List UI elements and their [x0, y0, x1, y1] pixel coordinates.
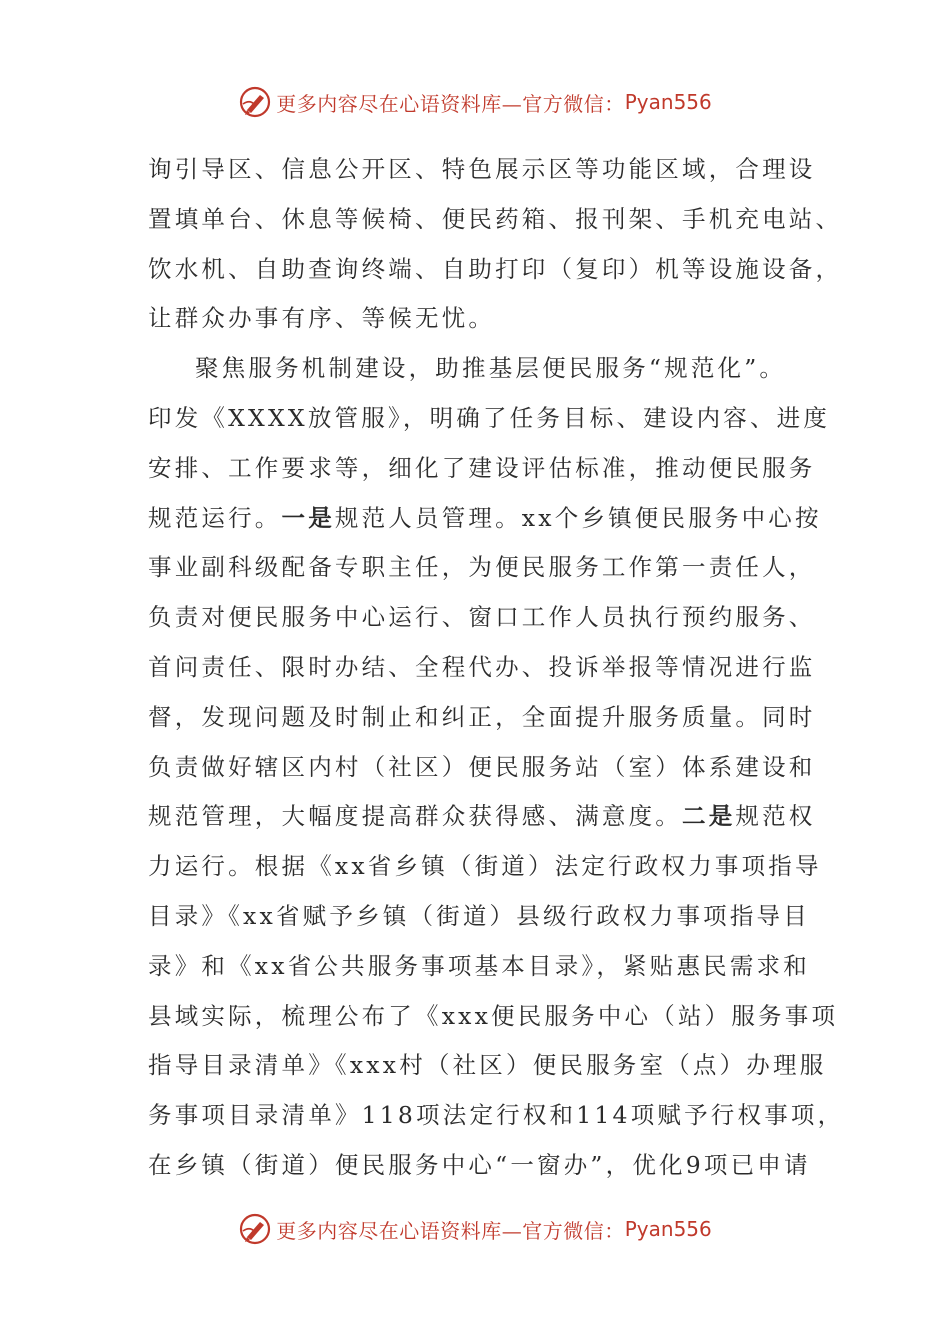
banner-text: 更多内容尽在心语资料库—官方微信：	[276, 1218, 625, 1243]
pen-logo-icon	[238, 1212, 272, 1246]
text-segment: 在乡镇（街道）便民服务中心“一窗办”，优化9项已申请	[148, 1150, 811, 1179]
text-segment: 规范管理，大幅度提高群众获得感、满意度。	[148, 802, 682, 831]
text-segment: 负责做好辖区内村（社区）便民服务站（室）体系建设和	[148, 752, 816, 781]
text-segment: 指导目录清单》《xxx村（社区）便民服务室（点）办理服	[148, 1051, 827, 1080]
text-line	[148, 444, 816, 494]
text-line	[148, 245, 843, 295]
text-segment: 印发《XXXX放管服》，明确了任务目标、建设内容、进度	[148, 403, 831, 432]
text-line	[148, 195, 843, 245]
text-line	[148, 145, 816, 195]
text-line	[148, 992, 839, 1042]
text-line	[148, 842, 822, 892]
pen-logo-icon	[238, 85, 272, 119]
text-segment: 让群众办事有序、等候无忧。	[148, 304, 496, 333]
text-segment: 询引导区、信息公开区、特色展示区等功能区域，合理设	[148, 155, 816, 183]
text-segment: 务事项目录清单》118项法定行权和114项赋予行权事项，	[148, 1101, 845, 1130]
text-segment: 督，发现问题及时制止和纠正，全面提升服务质量。同时	[148, 702, 816, 731]
text-line	[148, 743, 816, 793]
header-banner	[0, 82, 950, 122]
text-segment: 规范权	[735, 802, 816, 831]
text-line	[148, 294, 808, 344]
text-segment: 县域实际，梳理公布了《xxx便民服务中心（站）服务事项	[148, 1001, 839, 1030]
text-line	[148, 344, 808, 394]
text-line	[148, 693, 816, 743]
text-line	[148, 1141, 811, 1191]
text-line	[148, 942, 808, 992]
bold-keyword: 一是	[281, 503, 335, 532]
text-segment: 目录》《xx省赋予乡镇（街道）县级行政权力事项指导目	[148, 901, 810, 930]
text-segment: 饮水机、自助查询终端、自助打印（复印）机等设施设备，	[148, 254, 843, 283]
banner-wechat-id: Pyan556	[624, 1217, 712, 1241]
text-line	[148, 1041, 827, 1091]
text-segment: 安排、工作要求等，细化了建设评估标准，推动便民服务	[148, 453, 816, 482]
text-line	[148, 1091, 845, 1141]
text-line	[148, 543, 816, 593]
text-segment: 力运行。根据《xx省乡镇（街道）法定行政权力事项指导	[148, 852, 822, 881]
text-line	[148, 892, 808, 942]
banner-wechat-id: Pyan556	[624, 90, 712, 114]
text-line	[148, 394, 831, 444]
footer-banner	[0, 1209, 950, 1249]
text-line	[148, 494, 822, 544]
document-body	[148, 145, 845, 1191]
text-segment: 首问责任、限时办结、全程代办、投诉举报等情况进行监	[148, 652, 816, 681]
text-segment: 录》和《xx省公共服务事项基本目录》，紧贴惠民需求和	[148, 951, 810, 980]
text-segment: 事业副科级配备专职主任，为便民服务工作第一责任人，	[148, 553, 816, 582]
text-line	[148, 593, 816, 643]
text-line	[148, 643, 816, 693]
bold-keyword: 二是	[682, 802, 736, 831]
banner-text: 更多内容尽在心语资料库—官方微信：	[276, 91, 625, 116]
text-segment: 规范运行。	[148, 503, 282, 532]
text-segment: 规范人员管理。xx个乡镇便民服务中心按	[334, 503, 822, 532]
text-line	[148, 792, 816, 842]
text-segment: 置填单台、休息等候椅、便民药箱、报刊架、手机充电站、	[148, 204, 843, 233]
text-segment: 负责对便民服务中心运行、窗口工作人员执行预约服务、	[148, 603, 816, 632]
text-segment: 聚焦服务机制建设，助推基层便民服务“规范化”。	[195, 354, 787, 383]
